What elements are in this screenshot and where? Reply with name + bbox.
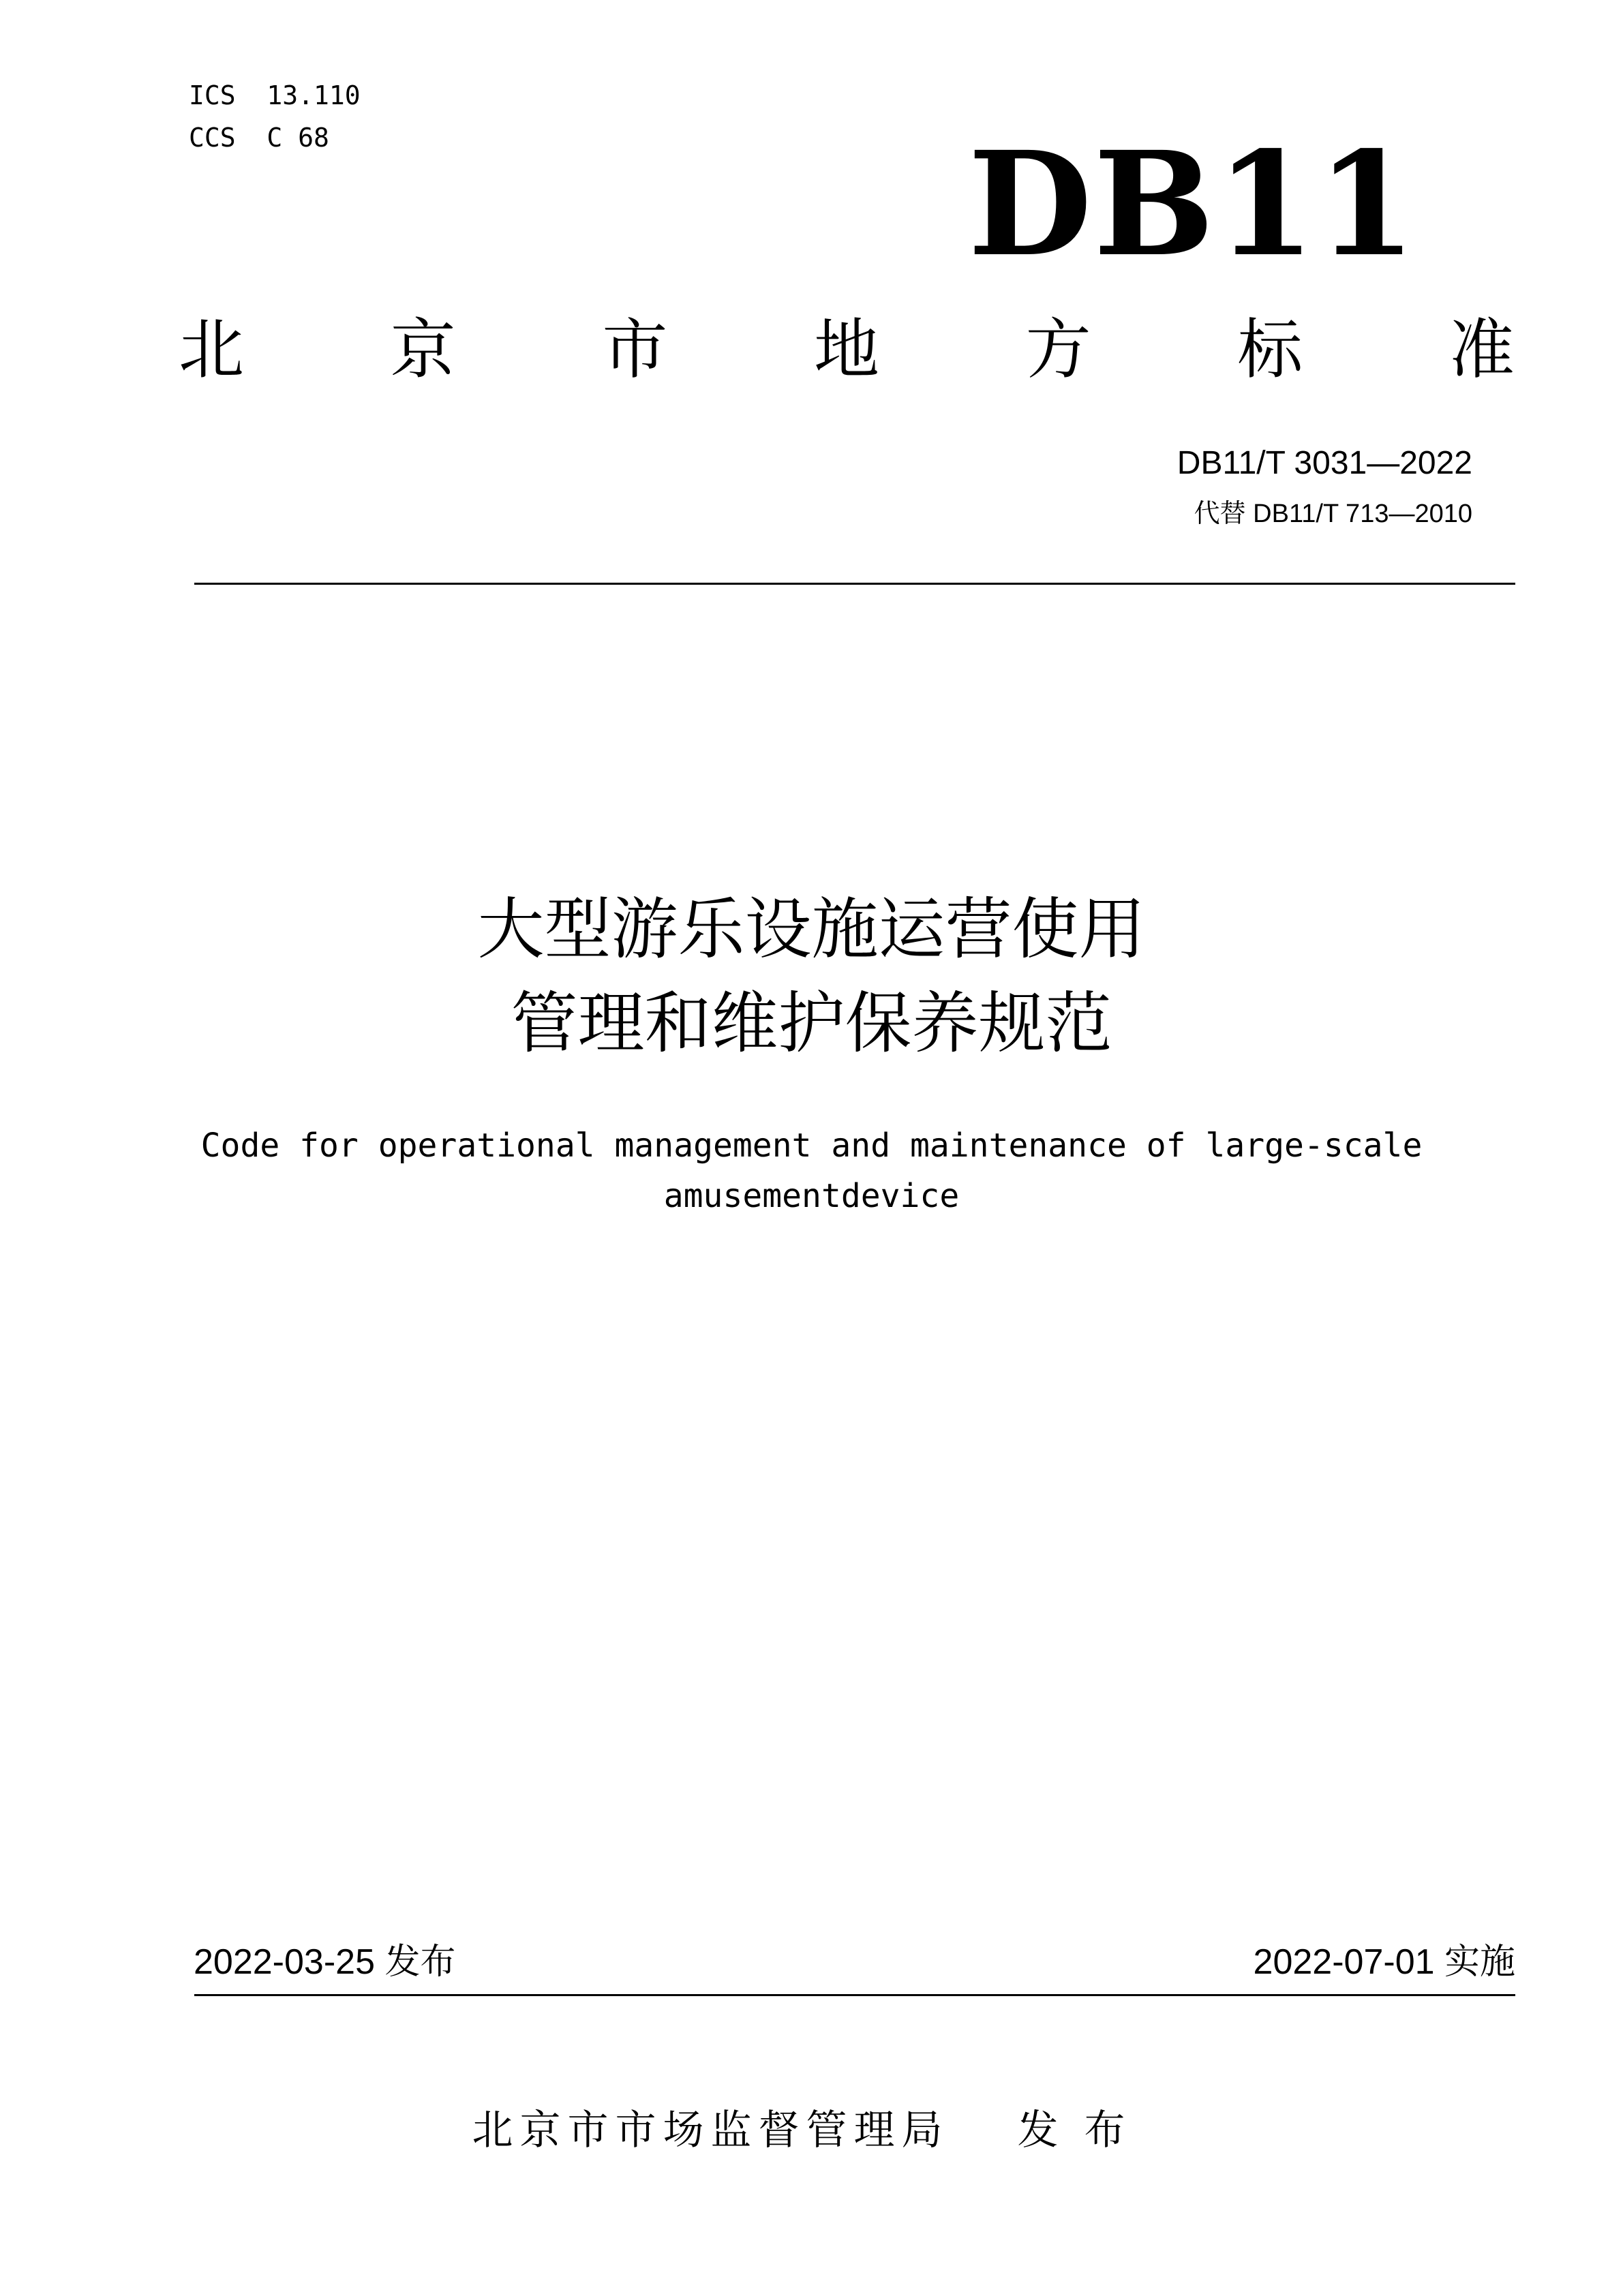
issue-date: 2022-03-25 发布 bbox=[194, 1942, 456, 1982]
header-divider bbox=[194, 583, 1515, 585]
footer-divider bbox=[194, 1994, 1515, 1996]
standard-type-char: 准 bbox=[1448, 311, 1515, 388]
standard-type-char: 方 bbox=[1025, 311, 1091, 388]
db11-logo: DB11 bbox=[968, 120, 1418, 288]
ccs-code: CCS C 68 bbox=[189, 123, 329, 153]
standard-type-char: 京 bbox=[390, 311, 456, 388]
standard-type-char: 市 bbox=[602, 311, 668, 388]
title-english-line-1: Code for operational management and maintenance of large-scale bbox=[200, 1127, 1423, 1165]
implementation-date: 2022-07-01 实施 bbox=[1253, 1942, 1515, 1982]
standard-number: DB11/T 3031—2022 bbox=[1177, 445, 1472, 481]
standard-type-char: 北 bbox=[179, 311, 244, 388]
publisher-action: 发布 bbox=[1017, 2107, 1151, 2154]
title-chinese-line-1: 大型游乐设施运营使用 bbox=[477, 891, 1146, 968]
publisher-line bbox=[0, 2106, 1623, 2155]
standard-type-heading bbox=[179, 312, 1515, 387]
ics-code: ICS 13.110 bbox=[189, 80, 361, 110]
standard-type-char: 地 bbox=[813, 311, 879, 388]
publisher-organization: 北京市市场监督管理局 bbox=[472, 2107, 950, 2154]
title-english-line-2: amusementdevice bbox=[663, 1177, 960, 1215]
replaces-standard: 代替 DB11/T 713—2010 bbox=[1194, 500, 1472, 528]
standard-type-char: 标 bbox=[1237, 311, 1303, 388]
title-chinese-line-2: 管理和维护保养规范 bbox=[511, 985, 1112, 1062]
